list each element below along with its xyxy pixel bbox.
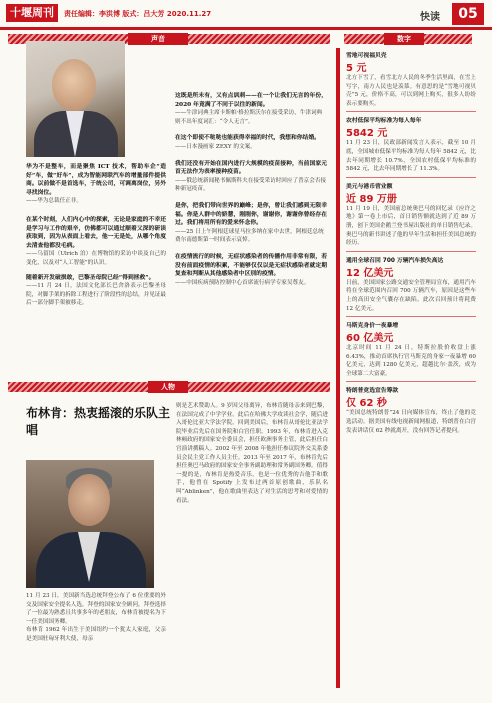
number-body: 北京时间 11 月 24 日，特斯拉股价收盘上涨 6.43%，推动首席执行官马斯克的身家一夜暴增 60 亿美元，达到 1280 亿美元，超越比尔·盖茨，成为全球第二大富豪。 [346,345,476,377]
quote-bold: 在某个时刻，人们内心中的探索，无论是家庭的不幸还是学习与工作的艰辛，仿佛都可以通过顺着又深的研读获取到，因为从表面上看去，他一无是处，从哪个角度去清查他都没毛病。 [26,216,166,249]
divider [346,177,476,178]
number-body: 11 月 19 日，美国前总统奥巴马的回忆录《应许之地》第一卷上市后，首日销售额就达到了近 89 万册，创下美国企鹅兰登书屋出版社的单日销售纪录。奥巴马的新书讲述了他的早年生活和担任美国总统的经历。 [346,205,476,247]
divider [346,111,476,112]
voice-col2 [175,48,327,287]
number-heading: 特朗普竞选宣告筹款 [346,388,399,395]
voice-banner-hatch-right [188,34,330,44]
editor-info: 责任编辑：李洪博 版式：吕大芳 2020.11.27 [64,10,212,18]
divider [346,316,476,317]
number-item [346,50,476,108]
number-body: 11 月 23 日，民政部新闻发言人表示，截至 10 月底，全国城市低保平均标准为每人每年 5842 元，比去年同期增长 10.7%，全国农村低保平均标准的 5842 元，比去年同期增长了 11.3%。 [346,140,476,173]
number-body: 北方下雪了，看雪北方人民的冬季生活里面，在雪上写字，南方人民也是羡慕。有意思的是“雪地可视贝壳”5 元，价格不高，可以到网上购买，很多人纷纷表示要购买。 [346,75,476,107]
number-body: “美国总统特朗普”24 日向媒体宣布，终止了他的竞选活动。据美国有线电视新闻网报道，特朗普在白宫发表讲话仅 62 秒就离开，没有回答记者提问。 [346,410,476,434]
quote-bold: 在这个即使不哒哒也能获得幸福的时代，我想和你结婚。 [175,135,320,142]
number-heading: 通用全球召回 700 万辆汽车损失高达 [346,257,444,264]
people-col2-text: 则是艺术赞助人。9 岁因父母离异，布林肯随母亲来到巴黎，在法国完成了中学学业。此后在哈佛大学攻读社会学，随后进入哥伦比亚大学法学院。回到美国后，布林肯从哥伦比亚法学院毕业后先后在国务院和白宫任职。1993 年，布林肯进入克林顿政府的国家安全委员会，担任欧洲事务主管，此后担任白宫演讲撰稿人。2002 年至 2008 年他担任参议院外交关系委员会民主党工作人员主任。2013 年至 2017 年，布林肯先后担任奥巴马政府的国家安全事务副助理和常务副国务卿。值得一提的是，布林肯是热爱音乐，也是一位优秀的吉他手和歌手，他曾在 Spotify 上发布过两首原创歌曲，乐队名叫“Ablinken”，他在歌曲里表达了对生活的思考和对爱情的看法。 [176,403,328,504]
quote-source: ——中国疾病预防控制中心首席流行病学专家吴尊友。 [175,279,310,286]
people-col2 [176,402,328,698]
numbers-banner-hatch-left [344,34,384,44]
quote-bold: 是你，把我们带向世界的巅峰；是你，曾让我们感到无限幸福。你是人群中的娇慧，刚刚你，谢谢你，谢谢你曾经存在过。我们将用所有的爱来怀念你。 [175,202,327,227]
quote-source: ——日本漫画家 ZEXY 的文案。 [175,143,256,150]
people-headline: 布林肯：热衷摇滚的乐队主唱 [26,406,171,437]
number-item [346,181,476,248]
quote-source: ——25 日上午阿根廷球星马拉多纳在家中去世，阿根廷总统费尔南德斯第一时间表示哀悼。 [175,228,324,244]
quote-bold: 在疫情流行的时候，无症状感染者的传播作用非常有限，若没有前面疫情的积累，不能够仅仅以是无症状感染者就定期复查和判断从其他感染者中区别的疫情。 [175,253,327,278]
numbers-banner-hatch-right [424,34,472,44]
blinken-photo [26,460,154,588]
number-item [346,115,476,173]
number-heading: 农村低保平均标准为每人每年 [346,118,422,125]
number-item [346,385,476,435]
quote-body: ——乌留国（Ulrich 泊）在博物馆的采访中谈及自己的变化，以及对“人工智能”的认识。 [26,251,166,266]
people-banner [148,381,188,393]
quote-bold: 我们还没有开始在国内进行大规模的疫苗接种，当前国家元首无法作为表率接种疫苗。 [175,160,327,176]
numbers-sidebar-bar [336,48,340,688]
divider [346,381,476,382]
numbers-banner-label: 数字 [397,35,411,43]
number-value: 5 元 [346,63,367,74]
people-banner-hatch-right [188,382,330,392]
numbers-list [346,50,476,698]
section-name: 快读 [420,12,440,23]
number-body: 日前，美国国家公路交通安全管理局宣布，通用汽车将在全球范围内召回 700 万辆汽车，原因是这些车上的高田安全气囊存在缺陷。此次召回预计将耗费 12 亿美元。 [346,279,476,312]
number-item [346,320,476,378]
quote-source: ——华为总裁任正非。 [26,198,82,205]
quote-bold: 这既是所未有，又有点讽刺——在一个让我们无言的年份，2020 年竟满了不同于以往的新闻。 [175,93,327,108]
number-value: 12 亿美元 [346,267,394,279]
people-col1-tail: 布林肯 1962 年出生于美国纽约一个犹太人家庭，父亲是美国驻匈牙利大使，母亲 [26,627,166,642]
divider [346,251,476,252]
page-number: 05 [452,3,484,25]
quote-body: ——11 月 24 日，法国文化部长巴舍洛表示巴黎圣母院，对脚手架的拆除工程进行了阶段性的总结，并见证最后一部分脚手架被移走。 [26,283,166,307]
people-banner-hatch-left [8,382,148,392]
voice-banner [128,33,188,45]
number-value: 60 亿美元 [346,333,394,345]
numbers-banner [384,33,424,45]
people-caption: 11 月 23 日，美国新当选总统拜登公布了 6 位重要的外交及国家安全提名人选，拜登的国家安全顾问，拜登选择了一位最为熟悉且共事多年的老朋友，布林肯被提名为下一任美国国务卿。 [26,593,166,625]
voice-banner-label: 声音 [151,35,165,43]
ren-zhengfei-photo [26,41,125,157]
people-col1 [26,592,166,644]
quote-source: ——牛津词典主席卡斯帕·格拉斯沃尔在接受采访，牛津词典则不出年度词汇：“令人无言”。 [175,110,323,125]
newspaper-logo: 十堰周刊 [6,4,58,22]
number-heading: 马斯克身价一夜暴增 [346,323,399,330]
number-heading: 美元与港币营业额 [346,183,393,190]
quote-bold: 随着新开发破损敢，巴黎圣母院已经“得到拯救”。 [26,274,155,281]
people-banner-label: 人物 [161,383,175,391]
number-value: 仅 62 秒 [346,398,387,410]
quote-bold: 华为不是整车，而是聚焦 ICT 技术，帮助车企“造好”车，做“好车”，成为智能网联汽车的增量部件提供商。以前做不是首选车，于统公司，可调离岗位，另外寻找岗位。 [26,164,166,196]
voice-col1 [26,163,166,308]
number-item [346,255,476,313]
number-value: 5842 元 [346,128,388,140]
number-heading: 雪地可视福贝壳 [346,53,387,59]
number-value: 近 89 万册 [346,193,397,205]
quote-source: ——俄总统新闻秘书佩斯科夫在接受采访时回应了普京会否接种新冠疫苗。 [175,177,327,193]
